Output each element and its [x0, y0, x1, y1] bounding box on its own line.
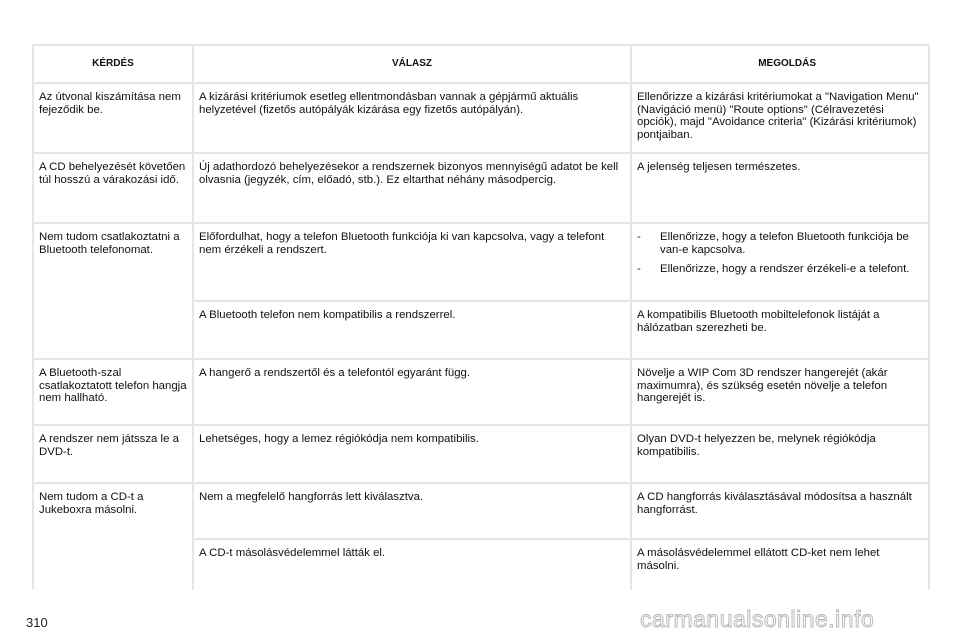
list-item	[637, 231, 924, 256]
solution-list	[637, 231, 924, 276]
page-number: 310	[26, 615, 48, 630]
dash-bullet: -	[637, 263, 641, 276]
row-6-question: Nem tudom a CD-t a Jukeboxra másolni.	[34, 484, 192, 598]
row-3-question: Nem tudom csatlakoztatni a Bluetooth telefonomat.	[34, 224, 192, 358]
list-item	[637, 263, 924, 276]
list-item-text: Ellenőrizze, hogy a rendszer érzékeli-e a telefont.	[660, 263, 910, 276]
row-3b-answer: A Bluetooth telefon nem kompatibilis a rendszerrel.	[194, 302, 630, 358]
header-answer: VÁLASZ	[194, 46, 630, 82]
row-6b-solution: A másolásvédelemmel ellátott CD-ket nem lehet másolni.	[632, 540, 928, 598]
row-4-question: A Bluetooth-szal csatlakoztatott telefon hangja nem hallható.	[34, 360, 192, 424]
troubleshooting-table	[32, 44, 930, 590]
watermark-text: carmanualsonline.info	[640, 606, 875, 632]
header-question: KÉRDÉS	[34, 46, 192, 82]
row-3-solution	[632, 224, 928, 300]
row-2-question: A CD behelyezését követően túl hosszú a várakozási idő.	[34, 154, 192, 222]
row-5-answer: Lehetséges, hogy a lemez régiókódja nem kompatibilis.	[194, 426, 630, 482]
row-2-answer: Új adathordozó behelyezésekor a rendszernek bizonyos mennyiségű adatot be kell olvasnia (jegyzék, cím, előadó, stb.). Ez eltarthat néhány másodpercig.	[194, 154, 630, 222]
table-grid	[34, 46, 928, 588]
header-solution: MEGOLDÁS	[632, 46, 928, 82]
row-3-answer: Előfordulhat, hogy a telefon Bluetooth funkciója ki van kapcsolva, vagy a telefont nem érzékeli a rendszert.	[194, 224, 630, 300]
row-4-solution: Növelje a WIP Com 3D rendszer hangerejét (akár maximumra), és szükség esetén növelje a telefon hangerejét is.	[632, 360, 928, 424]
row-5-solution: Olyan DVD-t helyezzen be, melynek régiókódja kompatibilis.	[632, 426, 928, 482]
row-2-solution: A jelenség teljesen természetes.	[632, 154, 928, 222]
row-6-answer: Nem a megfelelő hangforrás lett kiválasztva.	[194, 484, 630, 538]
row-6-solution: A CD hangforrás kiválasztásával módosítsa a használt hangforrást.	[632, 484, 928, 538]
row-1-answer: A kizárási kritériumok esetleg ellentmondásban vannak a gépjármű aktuális helyzetével (fizetős autópályák kizárása egy fizetős autópályán).	[194, 84, 630, 152]
dash-bullet: -	[637, 231, 641, 243]
row-5-question: A rendszer nem játssza le a DVD-t.	[34, 426, 192, 482]
row-6b-answer: A CD-t másolásvédelemmel látták el.	[194, 540, 630, 598]
row-1-solution: Ellenőrizze a kizárási kritériumokat a "Navigation Menu" (Navigáció menü) "Route options" (Célravezetési opciók), majd "Avoidance criteria" (Kizárási kritériumok) pontjaiban.	[632, 84, 928, 152]
row-1-question: Az útvonal kiszámítása nem fejeződik be.	[34, 84, 192, 152]
row-4-answer: A hangerő a rendszertől és a telefontól egyaránt függ.	[194, 360, 630, 424]
row-3b-solution: A kompatibilis Bluetooth mobiltelefonok listáját a hálózatban szerezheti be.	[632, 302, 928, 358]
list-item-text: Ellenőrizze, hogy a telefon Bluetooth funkciója be van-e kapcsolva.	[660, 231, 909, 256]
